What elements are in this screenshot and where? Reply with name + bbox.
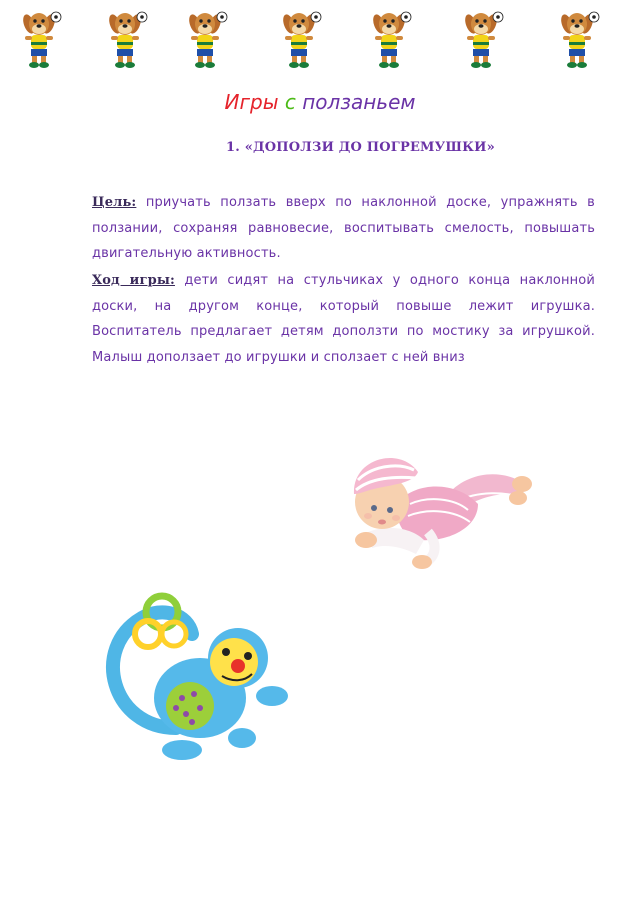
goal-label: Цель: <box>92 195 137 210</box>
procedure-text: дети сидят на стульчиках у одного конца наклонной доски, на другом конце, который повыше лежит игрушка. Воспитатель предлагает детям доползти по мостику за игрушкой. Малыш доползает до игрушки и сползает с ней вниз <box>92 273 596 365</box>
puppy-with-ball-icon <box>368 8 412 70</box>
rattle-toy-icon <box>92 578 304 804</box>
title-word-2: с <box>284 90 296 114</box>
puppy-with-ball-icon <box>278 8 322 70</box>
puppy-with-ball-icon <box>104 8 148 70</box>
game-title: 1. «ДОПОЛЗИ ДО ПОГРЕМУШКИ» <box>226 140 495 155</box>
procedure-paragraph <box>92 268 595 370</box>
puppy-with-ball-icon <box>460 8 504 70</box>
goal-paragraph <box>92 190 595 267</box>
puppy-with-ball-icon <box>556 8 600 70</box>
decorative-border <box>0 8 640 72</box>
puppy-with-ball-icon <box>18 8 62 70</box>
procedure-label: Ход игры: <box>92 273 175 288</box>
puppy-with-ball-icon <box>184 8 228 70</box>
goal-text: приучать ползать вверх по наклонной доске, упражнять в ползании, сохраняя равновесие, воспитывать смелость, повышать двигательную активность. <box>92 195 595 261</box>
crawling-doll-icon <box>328 432 540 572</box>
title-word-1: Игры <box>224 90 279 114</box>
page-title <box>0 90 640 114</box>
title-word-3: ползаньем <box>302 90 416 114</box>
